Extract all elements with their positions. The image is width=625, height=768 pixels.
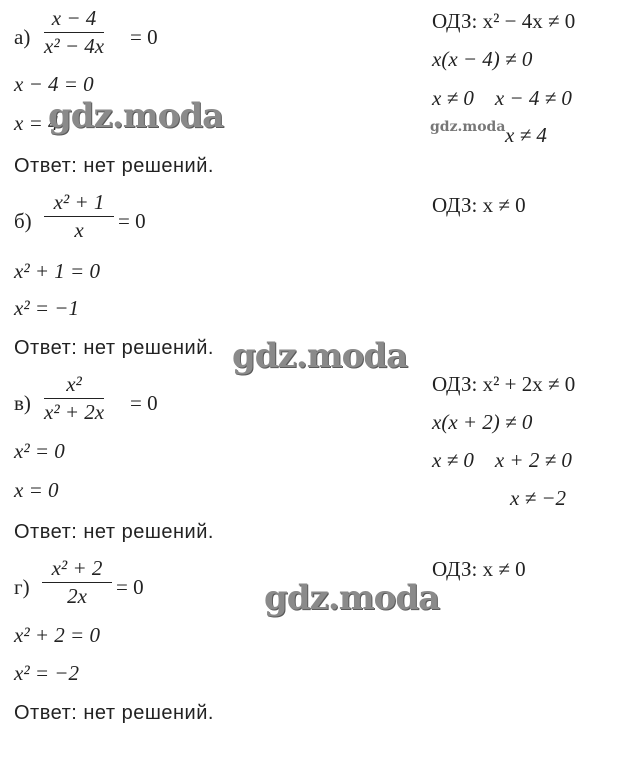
odz-line: ОДЗ: x ≠ 0 [432,193,526,217]
step: x = 0 [14,478,59,502]
odz-line: ОДЗ: x ≠ 0 [432,557,526,581]
denominator: x² + 2x [44,400,105,424]
odz-line: ОДЗ: x² − 4x ≠ 0 [432,9,576,33]
odz-line: x(x − 4) ≠ 0 [432,47,533,71]
fraction [44,372,104,424]
answer: Ответ: нет решений. [14,337,214,359]
step: x² = −1 [14,296,79,320]
fraction [44,190,114,242]
step: x² = −2 [14,661,79,685]
step: x − 4 = 0 [14,72,94,96]
answer: Ответ: нет решений. [14,702,214,724]
fraction [42,556,112,608]
denominator: x [74,218,84,242]
problem-label: б) [14,209,32,233]
step: x² + 2 = 0 [14,623,100,647]
odz-line: x ≠ 0 x − 4 ≠ 0 [432,86,572,110]
watermark: gdz.moda [232,336,408,376]
denominator: x² − 4x [44,34,105,58]
equals-zero: = 0 [130,25,158,49]
step: x² = 0 [14,439,65,463]
fraction [44,6,104,58]
fraction-bar [44,32,104,33]
numerator: x − 4 [51,6,97,30]
watermark: gdz.moda [430,119,506,135]
equals-zero: = 0 [118,209,146,233]
odz-line: x ≠ 4 [505,123,547,147]
odz-line: x ≠ 0 x + 2 ≠ 0 [432,448,572,472]
numerator: x² + 2 [51,556,103,580]
odz-line: x ≠ −2 [510,486,567,510]
fraction-bar [42,582,112,583]
denominator: 2x [67,584,87,608]
step: x² + 1 = 0 [14,259,100,283]
answer: Ответ: нет решений. [14,155,214,177]
odz-line: x(x + 2) ≠ 0 [432,410,533,434]
problem-label: а) [14,25,31,49]
numerator: x² + 1 [53,190,105,214]
watermark: gdz.moda [48,96,224,136]
odz-line: ОДЗ: x² + 2x ≠ 0 [432,372,576,396]
problem-label: в) [14,391,31,415]
step: x = 4 [14,111,59,135]
numerator: x² [66,372,82,396]
watermark: gdz.moda [264,578,440,618]
equals-zero: = 0 [116,575,144,599]
fraction-bar [44,398,104,399]
equals-zero: = 0 [130,391,158,415]
answer: Ответ: нет решений. [14,521,214,543]
fraction-bar [44,216,114,217]
problem-label: г) [14,575,30,599]
